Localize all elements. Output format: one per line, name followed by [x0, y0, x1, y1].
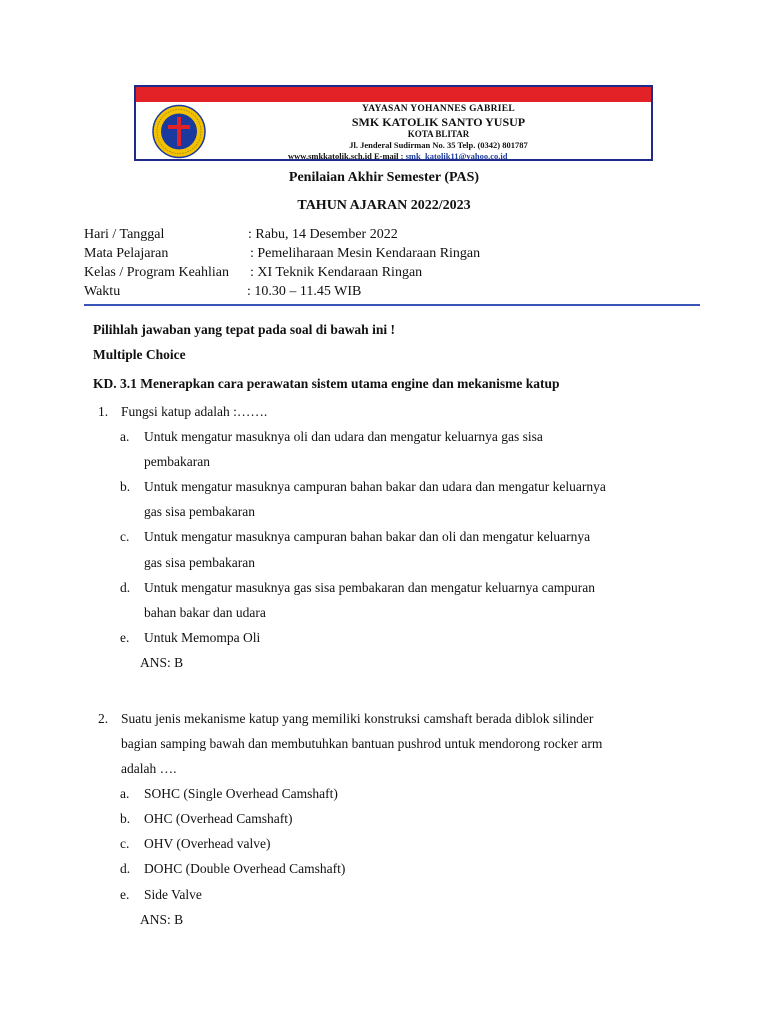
question-text: adalah ….	[121, 761, 177, 776]
school-city: KOTA BLITAR	[407, 129, 470, 139]
option-text: OHV (Overhead valve)	[144, 836, 271, 851]
school-website: www.smkkatolik.sch.id E-mail :	[288, 151, 404, 161]
school-contact	[232, 151, 645, 162]
info-label: Waktu	[84, 284, 121, 299]
option-letter: b.	[120, 479, 131, 494]
school-name: SMK KATOLIK SANTO YUSUP	[351, 115, 526, 129]
question-number: 1.	[98, 404, 109, 419]
info-label: Kelas / Program Keahlian	[84, 265, 230, 280]
question-type: Multiple Choice	[93, 347, 186, 362]
option-text: Untuk mengatur masuknya oli dan udara dan mengatur keluarnya gas sisa	[144, 429, 543, 444]
info-value: : XI Teknik Kendaraan Ringan	[250, 265, 423, 280]
option-text: DOHC (Double Overhead Camshaft)	[144, 861, 346, 876]
answer-key: ANS: B	[140, 912, 184, 927]
option-letter: d.	[120, 580, 131, 595]
option-letter: b.	[120, 811, 131, 826]
competency-heading: KD. 3.1 Menerapkan cara perawatan sistem utama engine dan mekanisme katup	[93, 376, 560, 391]
info-label: Hari / Tanggal	[84, 227, 165, 242]
option-letter: a.	[120, 429, 130, 444]
option-text: Untuk Memompa Oli	[144, 630, 261, 645]
exam-year: TAHUN AJARAN 2022/2023	[297, 198, 471, 213]
school-logo-icon	[146, 104, 212, 159]
option-letter: e.	[120, 887, 130, 902]
info-value: : Rabu, 14 Desember 2022	[248, 227, 398, 242]
answer-key: ANS: B	[140, 655, 184, 670]
option-text: OHC (Overhead Camshaft)	[144, 811, 293, 826]
question-text: Fungsi katup adalah :…….	[121, 404, 268, 419]
option-text: Untuk mengatur masuknya gas sisa pembakaran dan mengatur keluarnya campuran	[144, 580, 595, 595]
option-letter: c.	[120, 529, 130, 544]
option-text: pembakaran	[144, 454, 210, 469]
letterhead	[134, 85, 653, 161]
option-letter: a.	[120, 786, 130, 801]
letterhead-text	[232, 103, 645, 162]
option-text: bahan bakar dan udara	[144, 605, 266, 620]
question-number: 2.	[98, 711, 109, 726]
info-value: : Pemeliharaan Mesin Kendaraan Ringan	[250, 246, 481, 261]
header-divider	[84, 304, 700, 306]
option-text: Untuk mengatur masuknya campuran bahan bakar dan udara dan mengatur keluarnya	[144, 479, 606, 494]
info-value: : 10.30 – 11.45 WIB	[247, 284, 362, 299]
school-email: smk_katolik11@yahoo.co.id	[405, 151, 508, 161]
option-text: gas sisa pembakaran	[144, 504, 255, 519]
foundation-name: YAYASAN YOHANNES GABRIEL	[361, 104, 516, 114]
option-letter: e.	[120, 630, 130, 645]
option-text: SOHC (Single Overhead Camshaft)	[144, 786, 338, 801]
option-text: gas sisa pembakaran	[144, 555, 255, 570]
option-letter: d.	[120, 861, 131, 876]
option-letter: c.	[120, 836, 130, 851]
option-text: Untuk mengatur masuknya campuran bahan bakar dan oli dan mengatur keluarnya	[144, 529, 591, 544]
question-text: bagian samping bawah dan membutuhkan bantuan pushrod untuk mendorong rocker arm	[121, 736, 603, 751]
instruction-prompt: Pilihlah jawaban yang tepat pada soal di bawah ini !	[93, 322, 395, 337]
option-text: Side Valve	[144, 887, 202, 902]
question-text: Suatu jenis mekanisme katup yang memiliki konstruksi camshaft berada diblok silinder	[121, 711, 594, 726]
letterhead-red-bar	[136, 87, 651, 102]
info-label: Mata Pelajaran	[84, 246, 169, 261]
school-address: Jl. Jenderal Sudirman No. 35 Telp. (0342) 801787	[349, 140, 528, 150]
exam-title: Penilaian Akhir Semester (PAS)	[288, 170, 480, 185]
